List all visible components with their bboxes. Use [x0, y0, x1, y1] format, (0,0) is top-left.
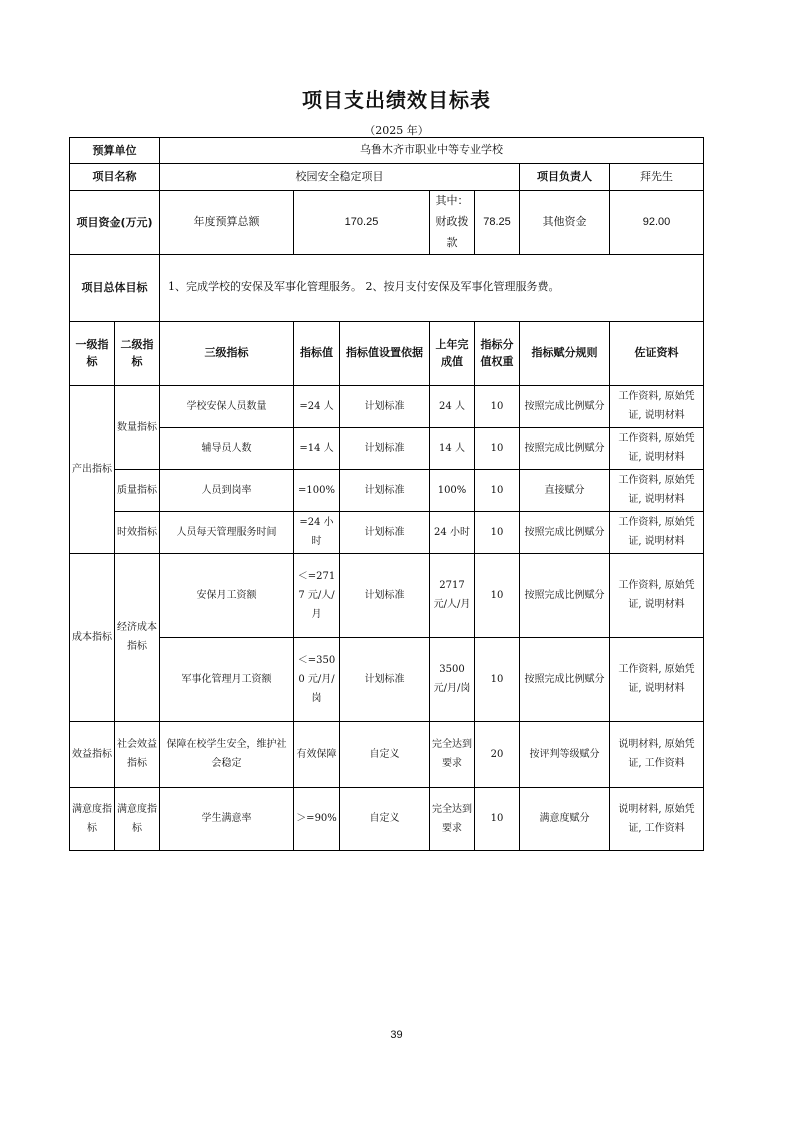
- indicator-value: =100%: [294, 469, 340, 511]
- goal-label: 项目总体目标: [70, 254, 160, 321]
- indicator-evidence: 工作资料, 原始凭证, 说明材料: [610, 469, 704, 511]
- annual-value: 170.25: [294, 191, 430, 255]
- col-header-9: 佐证资料: [610, 321, 704, 385]
- indicator-value: 有效保障: [294, 721, 340, 787]
- table-row: [70, 469, 704, 511]
- indicator-rule: 按照完成比例赋分: [520, 553, 610, 637]
- group-cost: 成本指标: [70, 553, 115, 721]
- indicator-value: ＜=3500 元/月/岗: [294, 637, 340, 721]
- indicator-weight: 10: [475, 427, 520, 469]
- indicator-weight: 20: [475, 721, 520, 787]
- subgroup-quantity: 数量指标: [115, 385, 160, 469]
- indicator-name: 人员每天管理服务时间: [160, 511, 294, 553]
- year-label: （2025 年）: [364, 124, 429, 137]
- indicator-value: =24 人: [294, 385, 340, 427]
- col-header-3: 三级指标: [160, 321, 294, 385]
- indicator-rule: 按照完成比例赋分: [520, 511, 610, 553]
- owner-value: 拜先生: [610, 164, 704, 191]
- indicator-value: ＜=2717 元/人/月: [294, 553, 340, 637]
- indicator-basis: 计划标准: [340, 469, 430, 511]
- project-label: 项目名称: [70, 164, 160, 191]
- main-table: [69, 137, 704, 851]
- page-title: 项目支出绩效目标表: [302, 88, 491, 112]
- indicator-evidence: 说明材料, 原始凭证, 工作资料: [610, 787, 704, 850]
- col-header-5: 指标值设置依据: [340, 321, 430, 385]
- indicator-name: 辅导员人数: [160, 427, 294, 469]
- indicator-basis: 计划标准: [340, 385, 430, 427]
- indicator-last: 24 人: [430, 385, 475, 427]
- subgroup-economic: 经济成本指标: [115, 553, 160, 721]
- indicator-evidence: 工作资料, 原始凭证, 说明材料: [610, 553, 704, 637]
- fiscal-label: 其中：财政拨款: [430, 191, 475, 255]
- indicator-weight: 10: [475, 553, 520, 637]
- table-row: [70, 637, 704, 721]
- owner-label: 项目负责人: [520, 164, 610, 191]
- indicator-rule: 按照完成比例赋分: [520, 637, 610, 721]
- indicator-weight: 10: [475, 787, 520, 850]
- indicator-last: 3500 元/月/岗: [430, 637, 475, 721]
- table-row: [70, 721, 704, 787]
- indicator-evidence: 工作资料, 原始凭证, 说明材料: [610, 637, 704, 721]
- indicator-last: 100%: [430, 469, 475, 511]
- goal-value: 1、完成学校的安保及军事化管理服务。 2、按月支付安保及军事化管理服务费。: [160, 254, 704, 321]
- indicator-basis: 自定义: [340, 721, 430, 787]
- other-value: 92.00: [610, 191, 704, 255]
- indicator-name: 军事化管理月工资额: [160, 637, 294, 721]
- unit-value: 乌鲁木齐市职业中等专业学校: [160, 138, 704, 164]
- indicator-last: 14 人: [430, 427, 475, 469]
- fiscal-value: 78.25: [475, 191, 520, 255]
- fund-label: 项目资金(万元): [70, 191, 160, 255]
- col-header-4: 指标值: [294, 321, 340, 385]
- indicator-name: 人员到岗率: [160, 469, 294, 511]
- indicator-value: ＞=90%: [294, 787, 340, 850]
- indicator-rule: 满意度赋分: [520, 787, 610, 850]
- subgroup-satisfaction: 满意度指标: [115, 787, 160, 850]
- indicator-last: 24 小时: [430, 511, 475, 553]
- subgroup-social: 社会效益指标: [115, 721, 160, 787]
- col-header-6: 上年完成值: [430, 321, 475, 385]
- table-row: [70, 787, 704, 850]
- subgroup-quality: 质量指标: [115, 469, 160, 511]
- indicator-value: =14 人: [294, 427, 340, 469]
- indicator-basis: 计划标准: [340, 427, 430, 469]
- indicator-evidence: 说明材料, 原始凭证, 工作资料: [610, 721, 704, 787]
- annual-label: 年度预算总额: [160, 191, 294, 255]
- indicator-basis: 计划标准: [340, 511, 430, 553]
- indicator-rule: 按照完成比例赋分: [520, 427, 610, 469]
- indicator-basis: 计划标准: [340, 637, 430, 721]
- indicator-last: 完全达到要求: [430, 721, 475, 787]
- indicator-rule: 按评判等级赋分: [520, 721, 610, 787]
- col-header-1: 一级指标: [70, 321, 115, 385]
- page-number: 39: [390, 1029, 403, 1041]
- indicator-weight: 10: [475, 511, 520, 553]
- col-header-2: 二级指标: [115, 321, 160, 385]
- group-satisfaction: 满意度指标: [70, 787, 115, 850]
- indicator-evidence: 工作资料, 原始凭证, 说明材料: [610, 511, 704, 553]
- group-benefit: 效益指标: [70, 721, 115, 787]
- indicator-name: 安保月工资额: [160, 553, 294, 637]
- indicator-evidence: 工作资料, 原始凭证, 说明材料: [610, 385, 704, 427]
- indicator-rule: 直接赋分: [520, 469, 610, 511]
- other-label: 其他资金: [520, 191, 610, 255]
- project-value: 校园安全稳定项目: [160, 164, 520, 191]
- indicator-last: 2717 元/人/月: [430, 553, 475, 637]
- indicator-evidence: 工作资料, 原始凭证, 说明材料: [610, 427, 704, 469]
- group-output: 产出指标: [70, 385, 115, 553]
- indicator-rule: 按照完成比例赋分: [520, 385, 610, 427]
- col-header-8: 指标赋分规则: [520, 321, 610, 385]
- indicator-name: 保障在校学生安全，维护社会稳定: [160, 721, 294, 787]
- table-row: [70, 385, 704, 427]
- col-header-7: 指标分值权重: [475, 321, 520, 385]
- table-row: [70, 511, 704, 553]
- table-row: [70, 427, 704, 469]
- indicator-name: 学校安保人员数量: [160, 385, 294, 427]
- indicator-weight: 10: [475, 637, 520, 721]
- indicator-weight: 10: [475, 385, 520, 427]
- indicator-last: 完全达到要求: [430, 787, 475, 850]
- indicator-weight: 10: [475, 469, 520, 511]
- indicator-name: 学生满意率: [160, 787, 294, 850]
- table-row: [70, 553, 704, 637]
- unit-label: 预算单位: [70, 138, 160, 164]
- subgroup-timeliness: 时效指标: [115, 511, 160, 553]
- indicator-value: =24 小时: [294, 511, 340, 553]
- indicator-basis: 自定义: [340, 787, 430, 850]
- indicator-basis: 计划标准: [340, 553, 430, 637]
